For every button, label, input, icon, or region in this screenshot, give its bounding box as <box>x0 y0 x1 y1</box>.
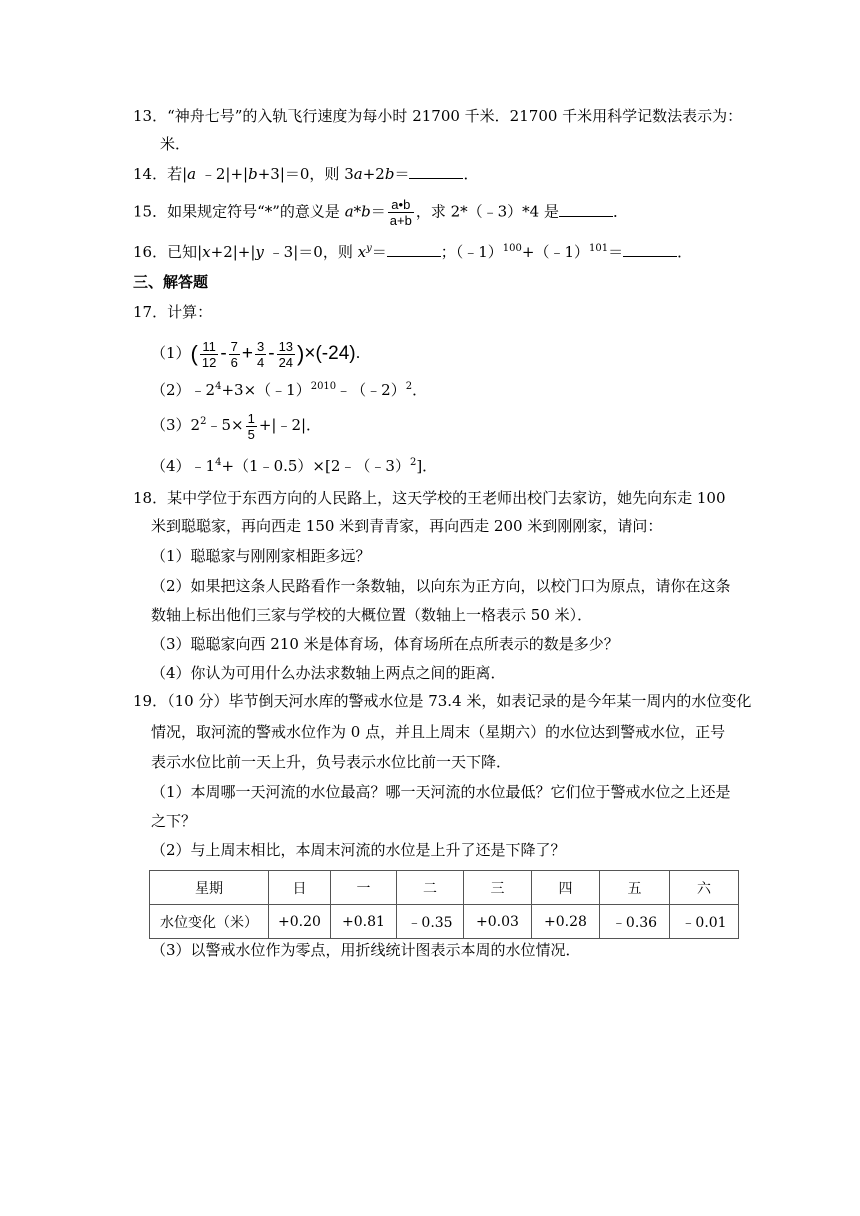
q16-text: ＝ <box>371 243 387 261</box>
exponent: 2 <box>405 381 413 392</box>
q15-fraction <box>388 197 414 228</box>
q16-text: +（﹣1） <box>521 243 589 261</box>
q16-text: ． <box>677 243 693 261</box>
q16-text: ﹣3|＝0，则 <box>263 243 358 261</box>
q14-text: +2 <box>362 165 385 183</box>
q17-part1 <box>151 335 360 372</box>
table-cell: +0.20 <box>269 905 331 939</box>
fraction-denominator: 12 <box>201 354 217 370</box>
q18-sub2b: 数轴上标出他们三家与学校的大概位置（数轴上一格表示 50 米）． <box>151 606 593 624</box>
q17-text: +3×（﹣1） <box>221 381 311 399</box>
q16-text: +2|+| <box>210 243 256 261</box>
q17-text: ﹣2 <box>190 381 216 399</box>
section-title: 三、解答题 <box>133 273 209 291</box>
part-label: （3） <box>151 416 191 434</box>
q19-line3: 表示水位比前一天上升，负号表示水位比前一天下降． <box>151 753 512 771</box>
table-cell: 四 <box>532 871 600 905</box>
table-cell: +0.03 <box>464 905 532 939</box>
fraction-denominator: 6 <box>230 354 238 370</box>
answer-blank[interactable] <box>623 242 677 257</box>
table-cell: 三 <box>464 871 532 905</box>
var-y: y <box>255 243 264 261</box>
q15-number: 15． <box>133 202 168 221</box>
exponent: 4 <box>215 457 222 468</box>
fraction-numerator: 7 <box>230 338 238 354</box>
var-a: a <box>187 165 197 183</box>
exponent: 2 <box>409 457 417 468</box>
var-x: x <box>357 243 367 261</box>
q17-text: . <box>355 344 361 362</box>
answer-blank[interactable] <box>409 164 463 179</box>
q13-line2: 米． <box>160 135 191 153</box>
fraction-numerator: a•b <box>388 197 414 213</box>
q17-text: 计算： <box>167 303 213 321</box>
q17-text: ． <box>412 381 428 399</box>
q17-text: +|﹣2|． <box>258 416 322 434</box>
table-cell: 水位变化（米） <box>150 905 269 939</box>
table-cell: ﹣0.35 <box>397 905 464 939</box>
table-row <box>150 905 739 939</box>
q19-line1 <box>133 691 751 711</box>
q17-number: 17． <box>133 303 168 321</box>
table-cell: 五 <box>600 871 670 905</box>
q19-number: 19． <box>133 692 168 710</box>
fraction-denominator: 24 <box>278 354 294 370</box>
q16-text: 已知| <box>167 243 203 261</box>
q17-text: ﹣5× <box>206 416 244 434</box>
water-level-table <box>149 870 739 939</box>
q14-text: ﹣2|+| <box>196 165 249 183</box>
table-cell: 星期 <box>150 871 269 905</box>
fraction-denominator: a+b <box>389 213 412 228</box>
exponent: 2010 <box>310 381 337 392</box>
fraction-numerator: 11 <box>200 339 218 355</box>
part-label: （4） <box>151 457 191 475</box>
table-cell: 一 <box>331 871 397 905</box>
q18-number: 18． <box>133 489 168 507</box>
q14-number: 14． <box>133 165 168 183</box>
table-header-row <box>150 871 739 905</box>
answer-blank[interactable] <box>387 242 441 257</box>
q15-text: ＝ <box>370 202 386 221</box>
exponent: y <box>366 243 372 254</box>
q19-sub1a: （1）本周哪一天河流的水位最高？哪一天河流的水位最低？它们位于警戒水位之上还是 <box>151 783 731 801</box>
q19-sub2: （2）与上周末相比，本周末河流的水位是上升了还是下降了？ <box>151 841 566 859</box>
fraction <box>277 339 295 370</box>
table-cell: ﹣0.36 <box>600 905 670 939</box>
q16-text: ；（﹣1） <box>440 243 503 261</box>
q15-text: 如果规定符号“*”的意义是 <box>167 202 345 221</box>
part-label: （1） <box>151 344 191 362</box>
q18-sub2a: （2）如果把这条人民路看作一条数轴，以向东为正方向，以校门口为原点，请你在这条 <box>151 577 731 595</box>
table-cell: +0.81 <box>331 905 397 939</box>
fraction-denominator: 4 <box>257 354 265 370</box>
q14-line <box>133 164 478 184</box>
q19-sub3: （3）以警戒水位作为零点，用折线统计图表示本周的水位情况． <box>151 941 581 959</box>
q17-tail: ×(-24) <box>304 343 356 364</box>
q18-line2: 米到聪聪家，再向西走 150 米到青青家，再向西走 200 米到刚刚家，请问： <box>151 517 663 535</box>
var-a: a <box>353 165 363 183</box>
q17-text: 2 <box>190 416 201 434</box>
q17-part4 <box>151 456 437 476</box>
paren: ( <box>190 341 198 366</box>
fraction-numerator: 1 <box>247 410 255 426</box>
operator: - <box>220 343 227 364</box>
q16-line <box>133 242 692 262</box>
q17-text: ﹣1 <box>190 457 216 475</box>
fraction <box>255 339 266 370</box>
fraction <box>246 411 257 442</box>
table-cell: 二 <box>397 871 464 905</box>
table-cell: 六 <box>670 871 739 905</box>
q14-text: 若| <box>167 165 188 183</box>
fraction-denominator: 5 <box>247 426 255 442</box>
q18-sub4: （4）你认为可用什么办法求数轴上两点之间的距离． <box>151 664 506 682</box>
q18-sub1: （1）聪聪家与刚刚家相距多远？ <box>151 547 371 565</box>
q19-text: （10 分）毕节倒天河水库的警戒水位是 73.4 米，如表记录的是今年某一周内的水位变化 <box>167 692 752 710</box>
q19-sub1b: 之下？ <box>151 812 197 830</box>
q13-number: 13． <box>133 107 168 125</box>
q16-text: ＝ <box>608 243 624 261</box>
q18-text: 某中学位于东西方向的人民路上，这天学校的王老师出校门去家访，她先向东走 100 <box>167 489 726 507</box>
fraction-numerator: 3 <box>257 338 265 354</box>
exponent: 2 <box>200 416 207 427</box>
exponent: 100 <box>502 243 522 254</box>
q17-title <box>133 302 212 322</box>
q15-text: ． <box>613 202 629 221</box>
q17-text: ]． <box>416 457 438 475</box>
q13-line1 <box>133 106 742 126</box>
var-b: b <box>384 165 395 183</box>
q14-text: ＝ <box>394 165 410 183</box>
q17-part3 <box>151 408 321 442</box>
q14-text: ． <box>463 165 479 183</box>
operator: - <box>268 343 275 364</box>
fraction <box>200 339 218 370</box>
q17-part2 <box>151 380 427 400</box>
operator: + <box>241 343 254 364</box>
var-x: x <box>202 243 211 261</box>
part-label: （2） <box>151 381 191 399</box>
exponent: 101 <box>589 243 609 254</box>
q17-text: +（1﹣0.5）×[2﹣（﹣3） <box>221 457 410 475</box>
q14-text: +3|＝0，则 3 <box>257 165 354 183</box>
table-cell: ﹣0.01 <box>670 905 739 939</box>
var-b: b <box>248 165 258 183</box>
paren: ) <box>297 341 305 366</box>
q19-line2: 情况，取河流的警戒水位作为 0 点，并且上周末（星期六）的水位达到警戒水位，正号 <box>151 723 726 741</box>
q13-text: “神舟七号”的入轨飞行速度为每小时 21700 千米．21700 千米用科学记数法表示为： <box>167 107 743 125</box>
q15-line <box>133 197 628 228</box>
table-cell: 日 <box>269 871 331 905</box>
table-cell: +0.28 <box>532 905 600 939</box>
answer-blank[interactable] <box>559 202 613 217</box>
exponent: 4 <box>215 381 222 392</box>
q18-line1 <box>133 488 726 508</box>
fraction-numerator: 13 <box>278 338 294 354</box>
fraction <box>229 339 240 370</box>
q17-text: ﹣（﹣2） <box>336 381 406 399</box>
q15-expr: a*b <box>344 202 371 221</box>
q16-number: 16． <box>133 243 168 261</box>
q15-text: ，求 2*（﹣3）*4 是 <box>415 202 559 221</box>
q18-sub3: （3）聪聪家向西 210 米是体育场，体育场所在点所表示的数是多少？ <box>151 635 619 653</box>
